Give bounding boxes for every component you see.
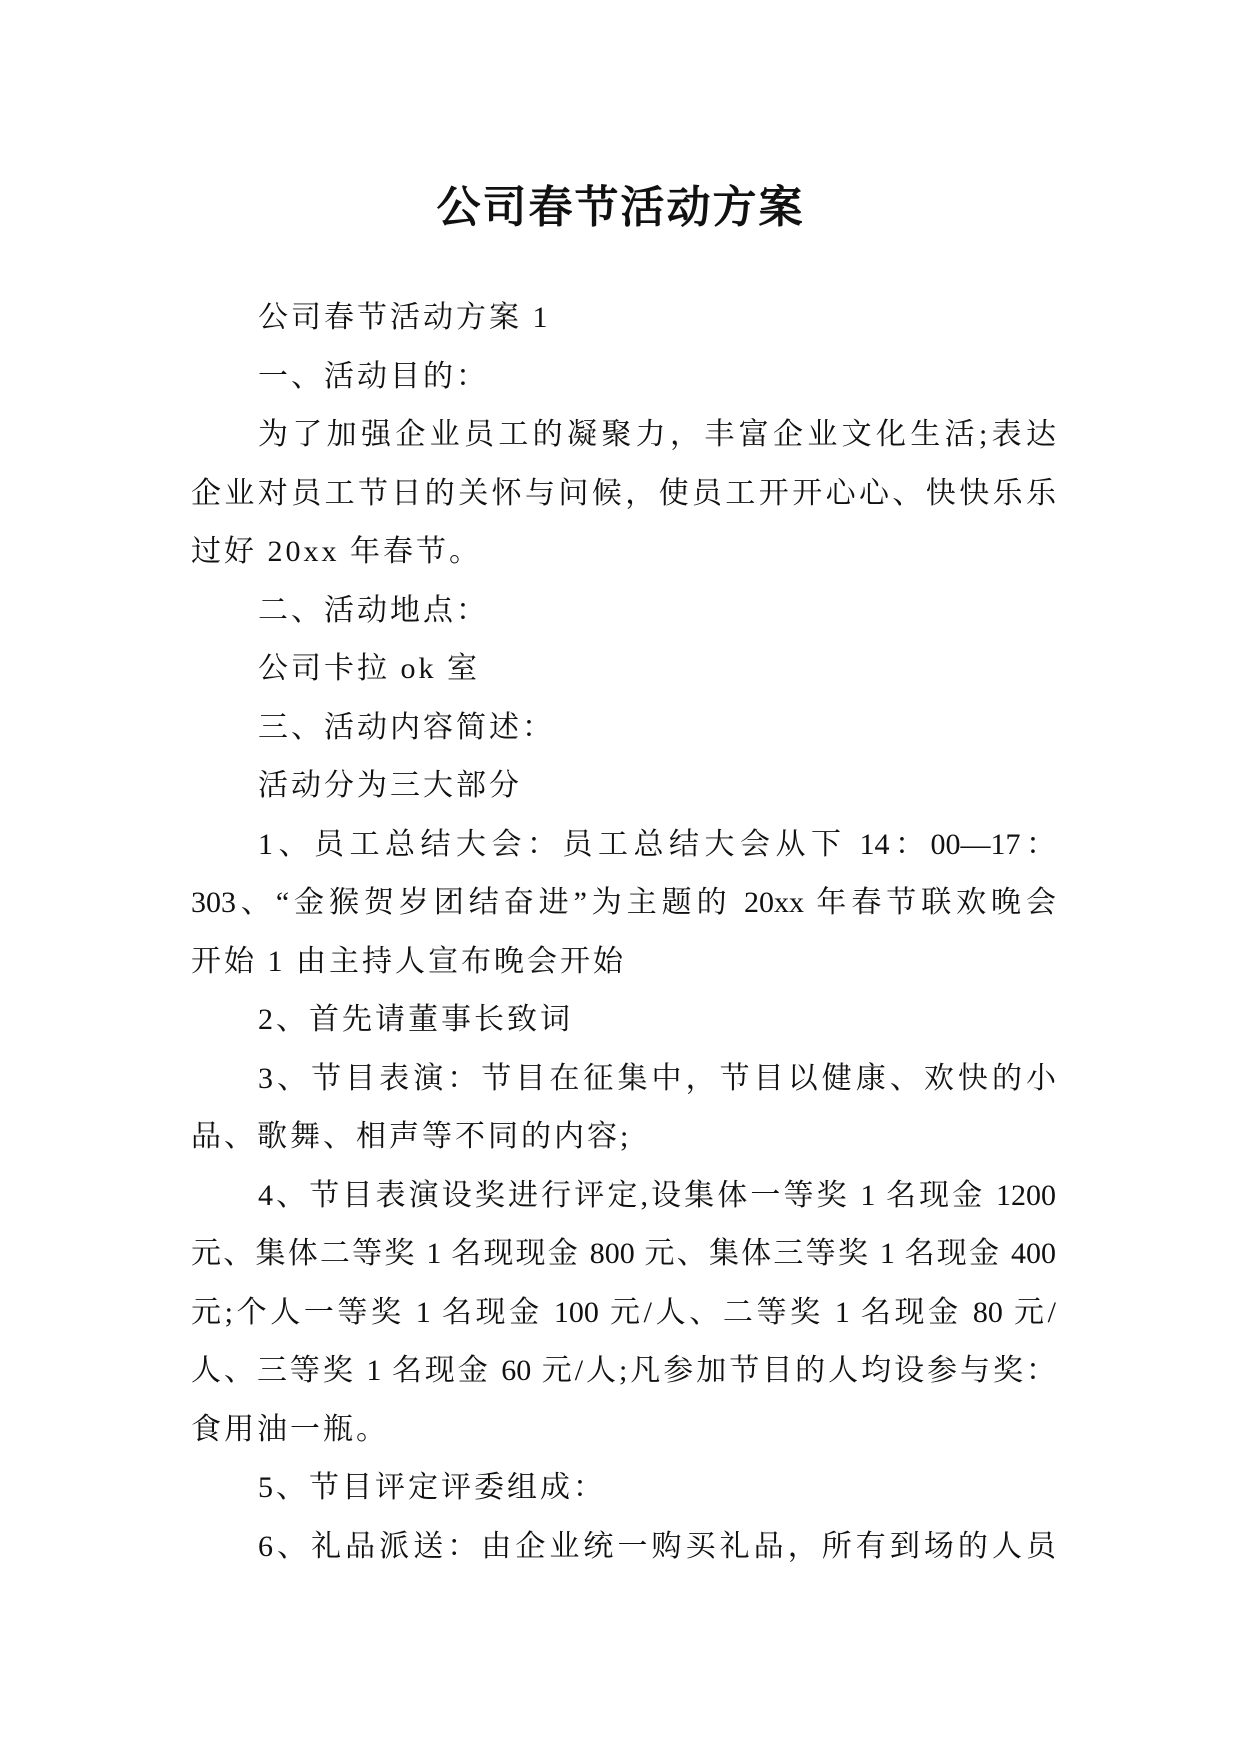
text-line: 1、员工总结大会：员工总结大会从下 14：00—17：: [258, 827, 1056, 861]
item-1: [191, 816, 1056, 992]
item-5: [191, 1459, 1056, 1518]
text-line: 企业对员工节日的关怀与问候，使员工开开心心、快快乐乐: [191, 476, 1056, 510]
text-line: 元、集体二等奖 1 名现现金 800 元、集体三等奖 1 名现金 400: [191, 1237, 1056, 1270]
item-4: [191, 1167, 1056, 1460]
text-line: 4、节目表演设奖进行评定,设集体一等奖 1 名现金 1200: [258, 1178, 1056, 1212]
text-line: 活动分为三大部分: [258, 769, 522, 802]
heading-purpose: [191, 348, 1056, 407]
section-heading: [191, 289, 1056, 348]
paragraph-location: [191, 640, 1056, 699]
paragraph-purpose: [191, 406, 1056, 582]
text-line: 开始 1 由主持人宣布晚会开始: [191, 944, 626, 978]
heading-content: [191, 699, 1056, 758]
text-line: 公司春节活动方案 1: [258, 301, 551, 334]
text-line: 为了加强企业员工的凝聚力，丰富企业文化生活;表达: [258, 418, 1056, 451]
text-line: 303、“金猴贺岁团结奋进”为主题的 20xx 年春节联欢晚会: [191, 886, 1056, 919]
document-body: [191, 289, 1056, 1576]
item-2: [191, 991, 1056, 1050]
text-line: 5、节目评定评委组成：: [258, 1471, 606, 1504]
item-6: [191, 1518, 1056, 1577]
text-line: 3、节目表演：节目在征集中，节目以健康、欢快的小: [258, 1061, 1056, 1095]
text-line: 6、礼品派送：由企业统一购买礼品，所有到场的人员: [258, 1529, 1056, 1563]
document-title: 公司春节活动方案: [436, 182, 805, 233]
paragraph-content-intro: [191, 757, 1056, 816]
text-line: 人、三等奖 1 名现金 60 元/人;凡参加节目的人均设参与奖：: [191, 1354, 1056, 1387]
heading-location: [191, 582, 1056, 641]
text-line: 元;个人一等奖 1 名现金 100 元/人、二等奖 1 名现金 80 元/: [191, 1295, 1056, 1329]
text-line: 2、首先请董事长致词: [258, 1003, 573, 1036]
text-line: 品、歌舞、相声等不同的内容;: [191, 1120, 632, 1153]
text-line: 过好 20xx 年春节。: [191, 535, 482, 568]
text-line: 一、活动目的：: [258, 359, 489, 393]
text-line: 公司卡拉 ok 室: [258, 652, 480, 685]
text-line: 二、活动地点：: [258, 593, 489, 627]
item-3: [191, 1050, 1056, 1167]
text-line: 食用油一瓶。: [191, 1412, 389, 1446]
text-line: 三、活动内容简述：: [258, 710, 555, 744]
